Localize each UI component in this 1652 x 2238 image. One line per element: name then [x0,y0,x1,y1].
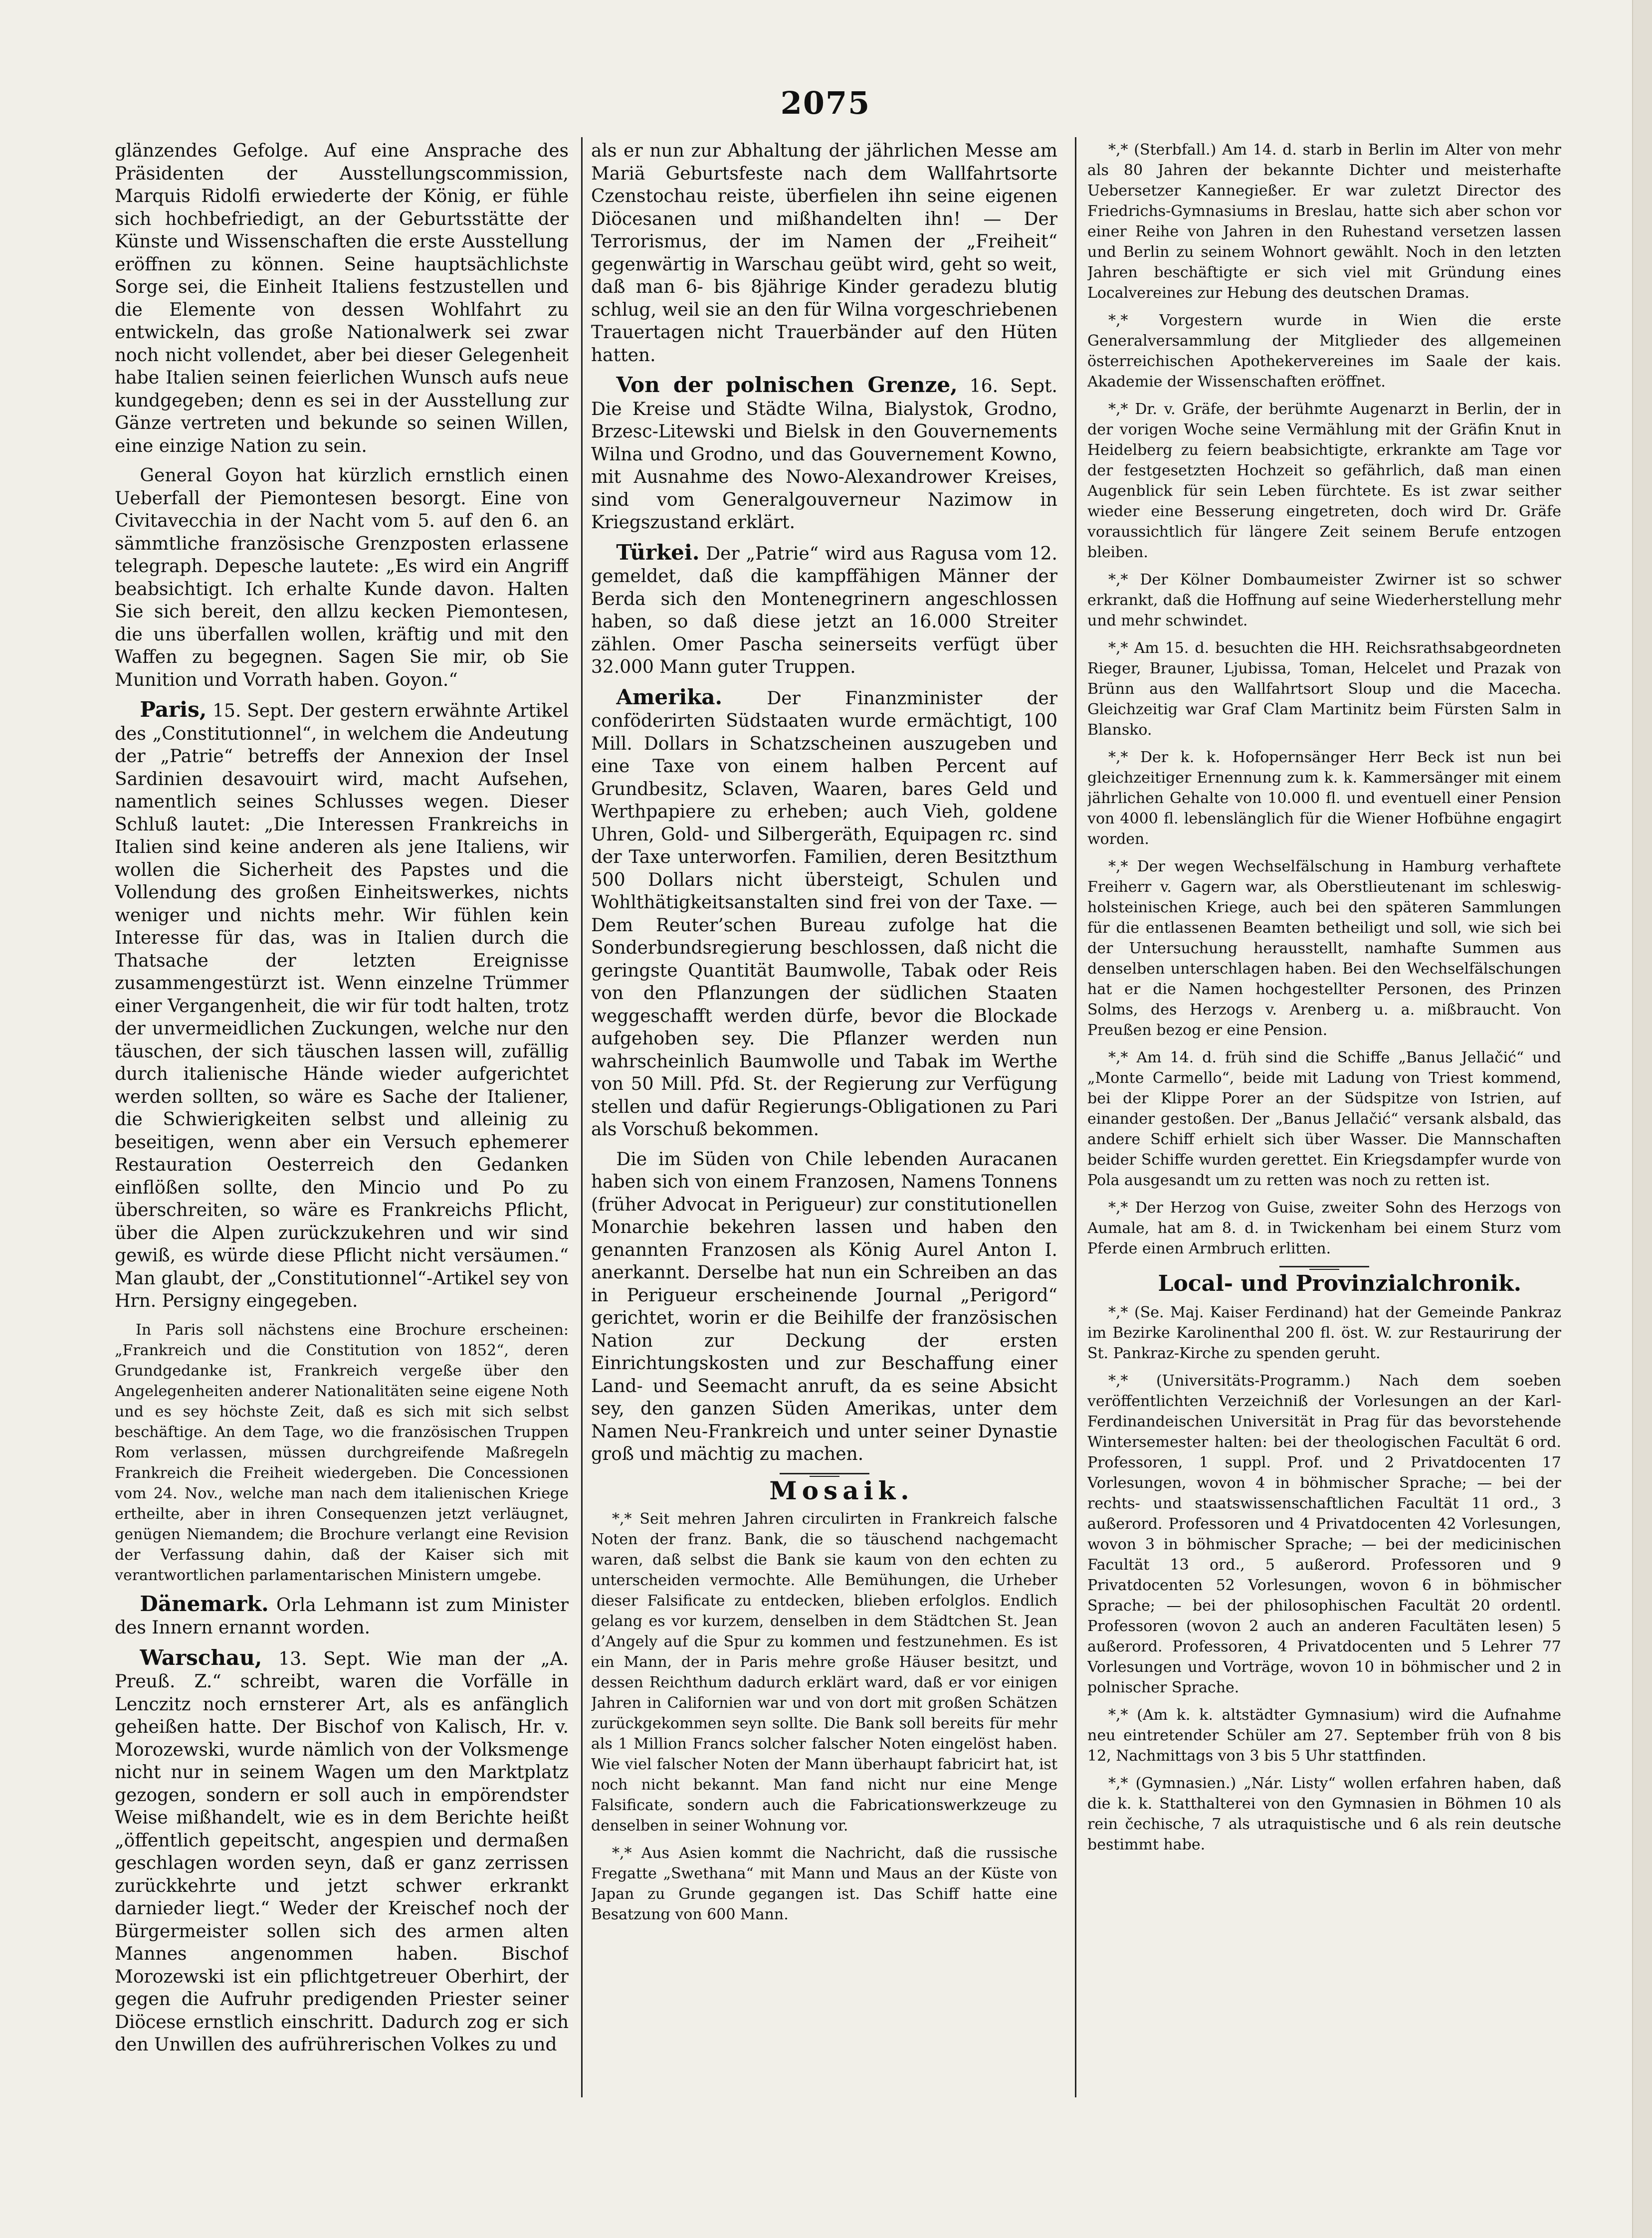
column-1 [115,140,569,2115]
news-item: *,* Der k. k. Hofopernsänger Herr Beck ist nun bei gleichzeitiger Ernennung zum k. k. Kammersänger mit einem jährlichen Gehalte von 10.000 fl. und eventuell einer Pension von 4000 fl. lebenslänglich für die Wiener Hofbühne engagirt worden. [1087,749,1561,848]
column-rule-right [1075,137,1076,2097]
section-ornament [780,1473,869,1474]
article-text: Der „Patrie“ wird aus Ragusa vom 12. gemeldet, daß die kampffähigen Männer der Berda sich den Montenegrinern angeschlossen haben, so daß diese jetzt an 16.000 Streiter zählen. Omer Pascha seinerseits verfügt über 32.000 Mann guter Truppen. [591,543,1057,677]
mosaik-item: *,* Aus Asien kommt die Nachricht, daß die russische Fregatte „Swethana“ mit Mann und Maus an der Küste von Japan zu Grunde gegangen ist. Das Schiff hatte eine Besatzung von 600 Mann. [591,1844,1057,1923]
local-item: *,* (Se. Maj. Kaiser Ferdinand) hat der Gemeinde Pankraz im Bezirke Karolinenthal 200 fl. öst. W. zur Restaurirung der St. Pankraz-Kirche zu spenden geruht. [1087,1303,1561,1362]
news-item: *,* Am 14. d. früh sind die Schiffe „Banus Jellačić“ und „Monte Carmello“, beide mit Ladung von Triest kommend, bei der Klippe Porer an der Südspitze von Istrien, auf einander gestoßen. Der „Banus Jellačić“ versank alsbald, das andere Schiff erhielt sich über Wasser. Die Mannschaften beider Schiffe wurden gerettet. Ein Kriegsdampfer wurde von Pola ausgesandt um zu retten was noch zu retten ist. [1087,1049,1561,1189]
news-item: *,* (Sterbfall.) Am 14. d. starb in Berlin im Alter von mehr als 80 Jahren der bekannte Dichter und meisterhafte Uebersetzer Kannegießer. Er war zuletzt Director des Friedrichs-Gymnasiums in Breslau, hatte sich aber schon vor einer Reihe von Jahren in den Ruhestand versetzen lassen und Berlin zu seinem Wohnort gewählt. Noch in den letzten Jahren beschäftigte er sich viel mit Gründung eines Localvereines zur Hebung des deutschen Dramas. [1087,141,1561,302]
article-warsaw [115,1646,569,2056]
article-paragraph: als er nun zur Abhaltung der jährlichen Messe am Mariä Geburtsfeste nach dem Wallfahrtsorte Czenstochau reiste, überfielen ihn seine eigenen Diöcesanen und mißhandelten ihn! — Der Terrorismus, der im Namen der „Freiheit“ gegenwärtig in Warschau geübt wird, geht so weit, daß man 6- bis 8jährige Kinder geradezu blutig schlug, weil sie an den für Wilna vorgeschriebenen Trauertagen nicht Trauerbänder auf den Hüten hatten. [591,141,1057,366]
article-america [591,686,1057,1141]
page-number: 2075 [780,85,871,121]
dateline: Türkei. [616,540,700,565]
local-item: *,* (Am k. k. altstädter Gymnasium) wird die Aufnahme neu eintretender Schüler am 27. September früh von 8 bis 12, Nachmittags von 3 bis 5 Uhr stattfinden. [1087,1706,1561,1765]
column-2 [591,140,1057,2115]
article-text: 16. Sept. Die Kreise und Städte Wilna, Bialystok, Grodno, Brzesc-Litewski und Bielsk in den Gouvernements Wilna und Grodno, und das Gouvernement Kowno, mit Ausnahme des Nowo-Alexandrower Kreises, sind vom Generalgouverneur Nazimow in Kriegszustand erklärt. [591,376,1057,533]
section-title-mosaik: Mosaik. [769,1475,914,1505]
article-paris [115,698,569,1313]
article-paragraph: Die im Süden von Chile lebenden Auracanen haben sich von einem Franzosen, Namens Tonnens (früher Advocat in Perigueur) zur constitutionellen Monarchie bekehren lassen und haben den genannten Franzosen als König Aurel Anton I. anerkannt. Derselbe hat nun ein Schreiben an das in Perigueur erscheinende Journal „Perigord“ gerichtet, worin er die Beihilfe der französischen Nation zur Deckung der ersten Einrichtungskosten und zur Beschaffung einer Land- und Seemacht anruft, da es seine Absicht sey, den ganzen Süden Amerikas, unter dem Namen Neu-Frankreich und unter seiner Dynastie groß und mächtig zu machen. [591,1149,1057,1464]
section-title-local: Local- und Provinzialchronik. [1158,1271,1522,1296]
column-rule-left [581,137,583,2097]
dateline: Paris, [140,697,207,722]
column-3 [1087,140,1561,2115]
article-text: Der Finanzminister der conföderirten Südstaaten wurde ermächtigt, 100 Mill. Dollars in Schatzscheinen auszugeben und eine Taxe von einem halben Percent auf Grundbesitz, Sclaven, Waaren, bares Geld und Werthpapiere zu erheben; auch Vieh, goldene Uhren, Gold- und Silbergeräth, Equipagen rc. sind der Taxe unterworfen. Familien, deren Besitzthum 500 Dollars nicht übersteigt, Schulen und Wohlthätigkeitsanstalten sind frei von der Taxe. — Dem Reuter’schen Bureau zufolge hat die Sonderbundsregierung beschlossen, daß nicht die geringste Quantität Baumwolle, Tabak oder Reis von den Pflanzungen der südlichen Staaten weggeschafft werden dürfe, bevor die Blockade aufgehoben sey. Die Pflanzer werden nun wahrscheinlich Baumwolle und Tabak im Werthe von 50 Mill. Pfd. St. der Regierung zur Verfügung stellen und dafür Regierungs-Obligationen zu Pari als Vorschuß bekommen. [591,688,1057,1140]
article-paragraph-small: In Paris soll nächstens eine Brochure erscheinen: „Frankreich und die Constitution von 1852“, deren Grundgedanke ist, Frankreich vergeße über den Angelegenheiten anderer Nationalitäten seine eigene Noth und es sey höchste Zeit, daß es sich mit sich selbst beschäftige. An dem Tage, wo die französischen Truppen Rom verlassen, müssen durchgreifende Maßregeln Frankreich die Freiheit wiedergeben. Die Concessionen vom 24. Nov., welche man nach dem italienischen Kriege ertheilte, aber in ihren Consequenzen jetzt verläugnet, genügen Niemandem; die Brochure verlangt eine Revision der Verfassung dahin, daß der Kaiser sich mit verantwortlichen parlamentarischen Ministern umgebe. [115,1321,569,1584]
article-turkey [591,541,1057,679]
scan-edge [1632,0,1652,2238]
news-item: *,* Der wegen Wechselfälschung in Hamburg verhaftete Freiherr v. Gagern war, als Oberstlieutenant im schleswig-holsteinischen Kriege, auch bei den späteren Sammlungen für die entlassenen Beamten betheiligt und soll, wie sich bei der Untersuchung herausstellt, namhafte Summen aus denselben unterschlagen haben. Bei den Wechselfälschungen hat er die Namen hochgestellter Personen, des Prinzen Solms, des Herzogs v. Arenberg u. a. mißbraucht. Von Preußen bezog er eine Pension. [1087,858,1561,1039]
dateline: Von der polnischen Grenze, [616,373,958,397]
news-item: *,* Der Kölner Dombaumeister Zwirner ist so schwer erkrankt, daß die Hoffnung auf seine Wiederherstellung mehr und mehr schwindet. [1087,571,1561,629]
article-paragraph: General Goyon hat kürzlich ernstlich einen Ueberfall der Piemontesen besorgt. Eine von Civitavecchia in der Nacht vom 5. auf den 6. an sämmtliche französische Grenzposten erlassene telegraph. Depesche lautete: „Es wird ein Angriff beabsichtigt. Ich erhalte Kunde davon. Halten Sie sich bereit, den allzu kecken Piemontesen, die uns überfallen wollen, kräftig und mit den Waffen zu begegnen. Sagen Sie mir, ob Sie Munition und Vorrath haben. Goyon.“ [115,465,569,690]
article-paragraph: glänzendes Gefolge. Auf eine Ansprache des Präsidenten der Ausstellungscommission, Marquis Ridolfi erwiederte der König, er fühle sich hochbefriedigt, an der Geburtsstätte der Künste und Wissenschaften die erste Ausstellung eröffnen zu können. Seine hauptsächlichste Sorge sei, die Einheit Italiens festzustellen und die Elemente von dessen Wohlfahrt zu entwickeln, das große Nationalwerk sei zwar noch nicht vollendet, aber bei dieser Gelegenheit habe Italien seinen feierlichen Wunsch aufs neue kundgegeben; denn es sei in der Ausstellung zur Gänze vertreten und bekunde so seinen Willen, eine einzige Nation zu sein. [115,141,569,456]
dateline: Amerika. [616,684,723,709]
local-item: *,* (Gymnasien.) „Nár. Listy“ wollen erfahren haben, daß die k. k. Statthalterei von den Gymnasien in Böhmen 10 als rein čechische, 7 als utraquistische und 6 als rein deutsche bestimmt habe. [1087,1774,1561,1853]
dateline: Warschau, [140,1645,262,1670]
article-denmark [115,1593,569,1639]
local-item: *,* (Universitäts-Programm.) Nach dem soeben veröffentlichten Verzeichniß der Vorlesungen an der Karl-Ferdinandeischen Universität in Prag für das bevorstehende Wintersemester halten: bei der theologischen Facultät 6 ord. Professoren, 1 suppl. Prof. und 2 Privatdocenten 17 Vorlesungen, wovon 4 in böhmischer Sprache; — bei der rechts- und staatswissenschaftlichen Facultät 11 ord., 3 außerord. Professoren und 4 Privatdocenten 42 Vorlesungen, wovon 3 in böhmischer Sprache; — bei der medicinischen Facultät 13 ord., 5 außerord. Professoren und 9 Privatdocenten 52 Vorlesungen, wovon 6 in böhmischer Sprache; — bei der philosophischen Facultät 20 ordentl. Professoren (wovon 2 auch an anderen Facultäten lesen) 5 außerord. Professoren, 4 Privatdocenten und 5 Lehrer 77 Vorlesungen und Vorträge, wovon 10 in böhmischer und 2 in polnischer Sprache. [1087,1372,1561,1696]
news-item: *,* Am 15. d. besuchten die HH. Reichsrathsabgeordneten Rieger, Brauner, Ljubissa, Toman, Helcelet und Prazak von Brünn aus den Wallfahrtsort Sloup und die Macecha. Gleichzeitig war Graf Clam Martinitz beim Fürsten Salm in Blansko. [1087,639,1561,739]
article-polish-border [591,374,1057,534]
news-item: *,* Der Herzog von Guise, zweiter Sohn des Herzogs von Aumale, hat am 8. d. in Twickenham bei einem Sturz vom Pferde einen Armbruch erlitten. [1087,1199,1561,1257]
news-item: *,* Dr. v. Gräfe, der berühmte Augenarzt in Berlin, der in der vorigen Woche seine Vermählung mit der Gräfin Knut in Heidelberg zu feiern beabsichtigte, erkrankte am Tage vor der festgesetzten Hochzeit so gefährlich, daß man einen Augenblick für sein Leben fürchtete. Es ist zwar seither wieder eine Besserung eingetreten, doch wird Dr. Gräfe voraussichtlich für längere Zeit seinem Berufe entzogen bleiben. [1087,401,1561,561]
article-text: 15. Sept. Der gestern erwähnte Artikel des „Constitutionnel“, in welchem die Andeutung der „Patrie“ betreffs der Annexion der Insel Sardinien desavouirt wird, macht Aufsehen, namentlich seines Schlusses wegen. Dieser Schluß lautet: „Die Interessen Frankreichs in Italien sind keine anderen als jene Italiens, wir wollen die Sicherheit des Papstes und die Vollendung des großen Einheitswerkes, nichts weniger und nichts mehr. Wir fühlen kein Interesse für das, was in Italien durch die Thatsache der letzten Ereignisse zusammengestürzt ist. Wenn einzelne Trümmer einer Vergangenheit, die wir für todt halten, trotz der unvermeidlichen Zuckungen, welche nur den täuschen, der sich täuschen lassen will, zufällig durch italienische Hände wieder aufgerichtet werden sollten, so wäre es Sache der Italiener, die Schwierigkeiten selbst und alleinig zu beseitigen, wenn aber ein Versuch ephemerer Restauration Oesterreich den Gedanken einflößen sollte, den Mincio und Po zu überschreiten, so wäre es Frankreichs Pflicht, über die Alpen zurückzukehren und wir sind gewiß, es würde diese Pflicht nicht versäumen.“ Man glaubt, der „Constitutionnel“-Artikel sey von Hrn. Persigny eingegeben. [115,701,569,1311]
news-item: *,* Vorgestern wurde in Wien die erste Generalversammlung der Mitglieder des allgemeinen österreichischen Apothekervereines im Saale der kais. Akademie der Wissenschaften eröffnet. [1087,312,1561,391]
dateline: Dänemark. [140,1591,269,1616]
mosaik-item: *,* Seit mehren Jahren circulirten in Frankreich falsche Noten der franz. Bank, die so täuschend nachgemacht waren, daß selbst die Bank sie kaum von den echten zu unterscheiden vermochte. Alle Bemühungen, die Urheber dieser Falsificate zu entdecken, blieben erfolglos. Endlich gelang es vor kurzem, denselben in dem Städtchen St. Jean d’Angely auf die Spur zu kommen und festzunehmen. Es ist ein Mann, der in Paris mehre große Häuser besitzt, und dessen Reichthum dadurch erklärt ward, daß er vor einigen Jahren in Californien war und von dort mit großen Schätzen zurückgekommen seyn sollte. Die Bank soll bereits für mehr als 1 Million Francs solcher falscher Noten eingelöst haben. Wie viel falscher Noten der Mann überhaupt fabricirt hat, ist noch nicht bekannt. Man fand nicht nur eine Menge Falsificate, sondern auch die Fabricationswerkzeuge zu denselben in seiner Wohnung vor. [591,1510,1057,1834]
section-ornament [1279,1266,1369,1267]
article-text: 13. Sept. Wie man der „A. Preuß. Z.“ schreibt, waren die Vorfälle in Lenczitz noch ernsterer Art, als es anfänglich geheißen hatte. Der Bischof von Kalisch, Hr. v. Morozewski, wurde nämlich von der Volksmenge nicht nur in seinem Wagen um den Marktplatz gezogen, sondern er soll auch in empörendster Weise mißhandelt, wie es in dem Berichte heißt „öffentlich gepeitscht, angespien und dermaßen geschlagen worden seyn, daß er ganz zerrissen zurückkehrte und jetzt schwer erkrankt darnieder liegt.“ Weder der Kreischef noch der Bürgermeister sollen sich des armen alten Mannes angenommen haben. Bischof Morozewski ist ein pflichtgetreuer Oberhirt, der gegen die Aufruhr predigenden Priester seiner Diöcese ernstlich einschritt. Dadurch zog er sich den Unwillen des aufrührerischen Volkes zu und [115,1648,569,2055]
article-text: Orla Lehmann ist zum Minister des Innern ernannt worden. [115,1595,569,1638]
